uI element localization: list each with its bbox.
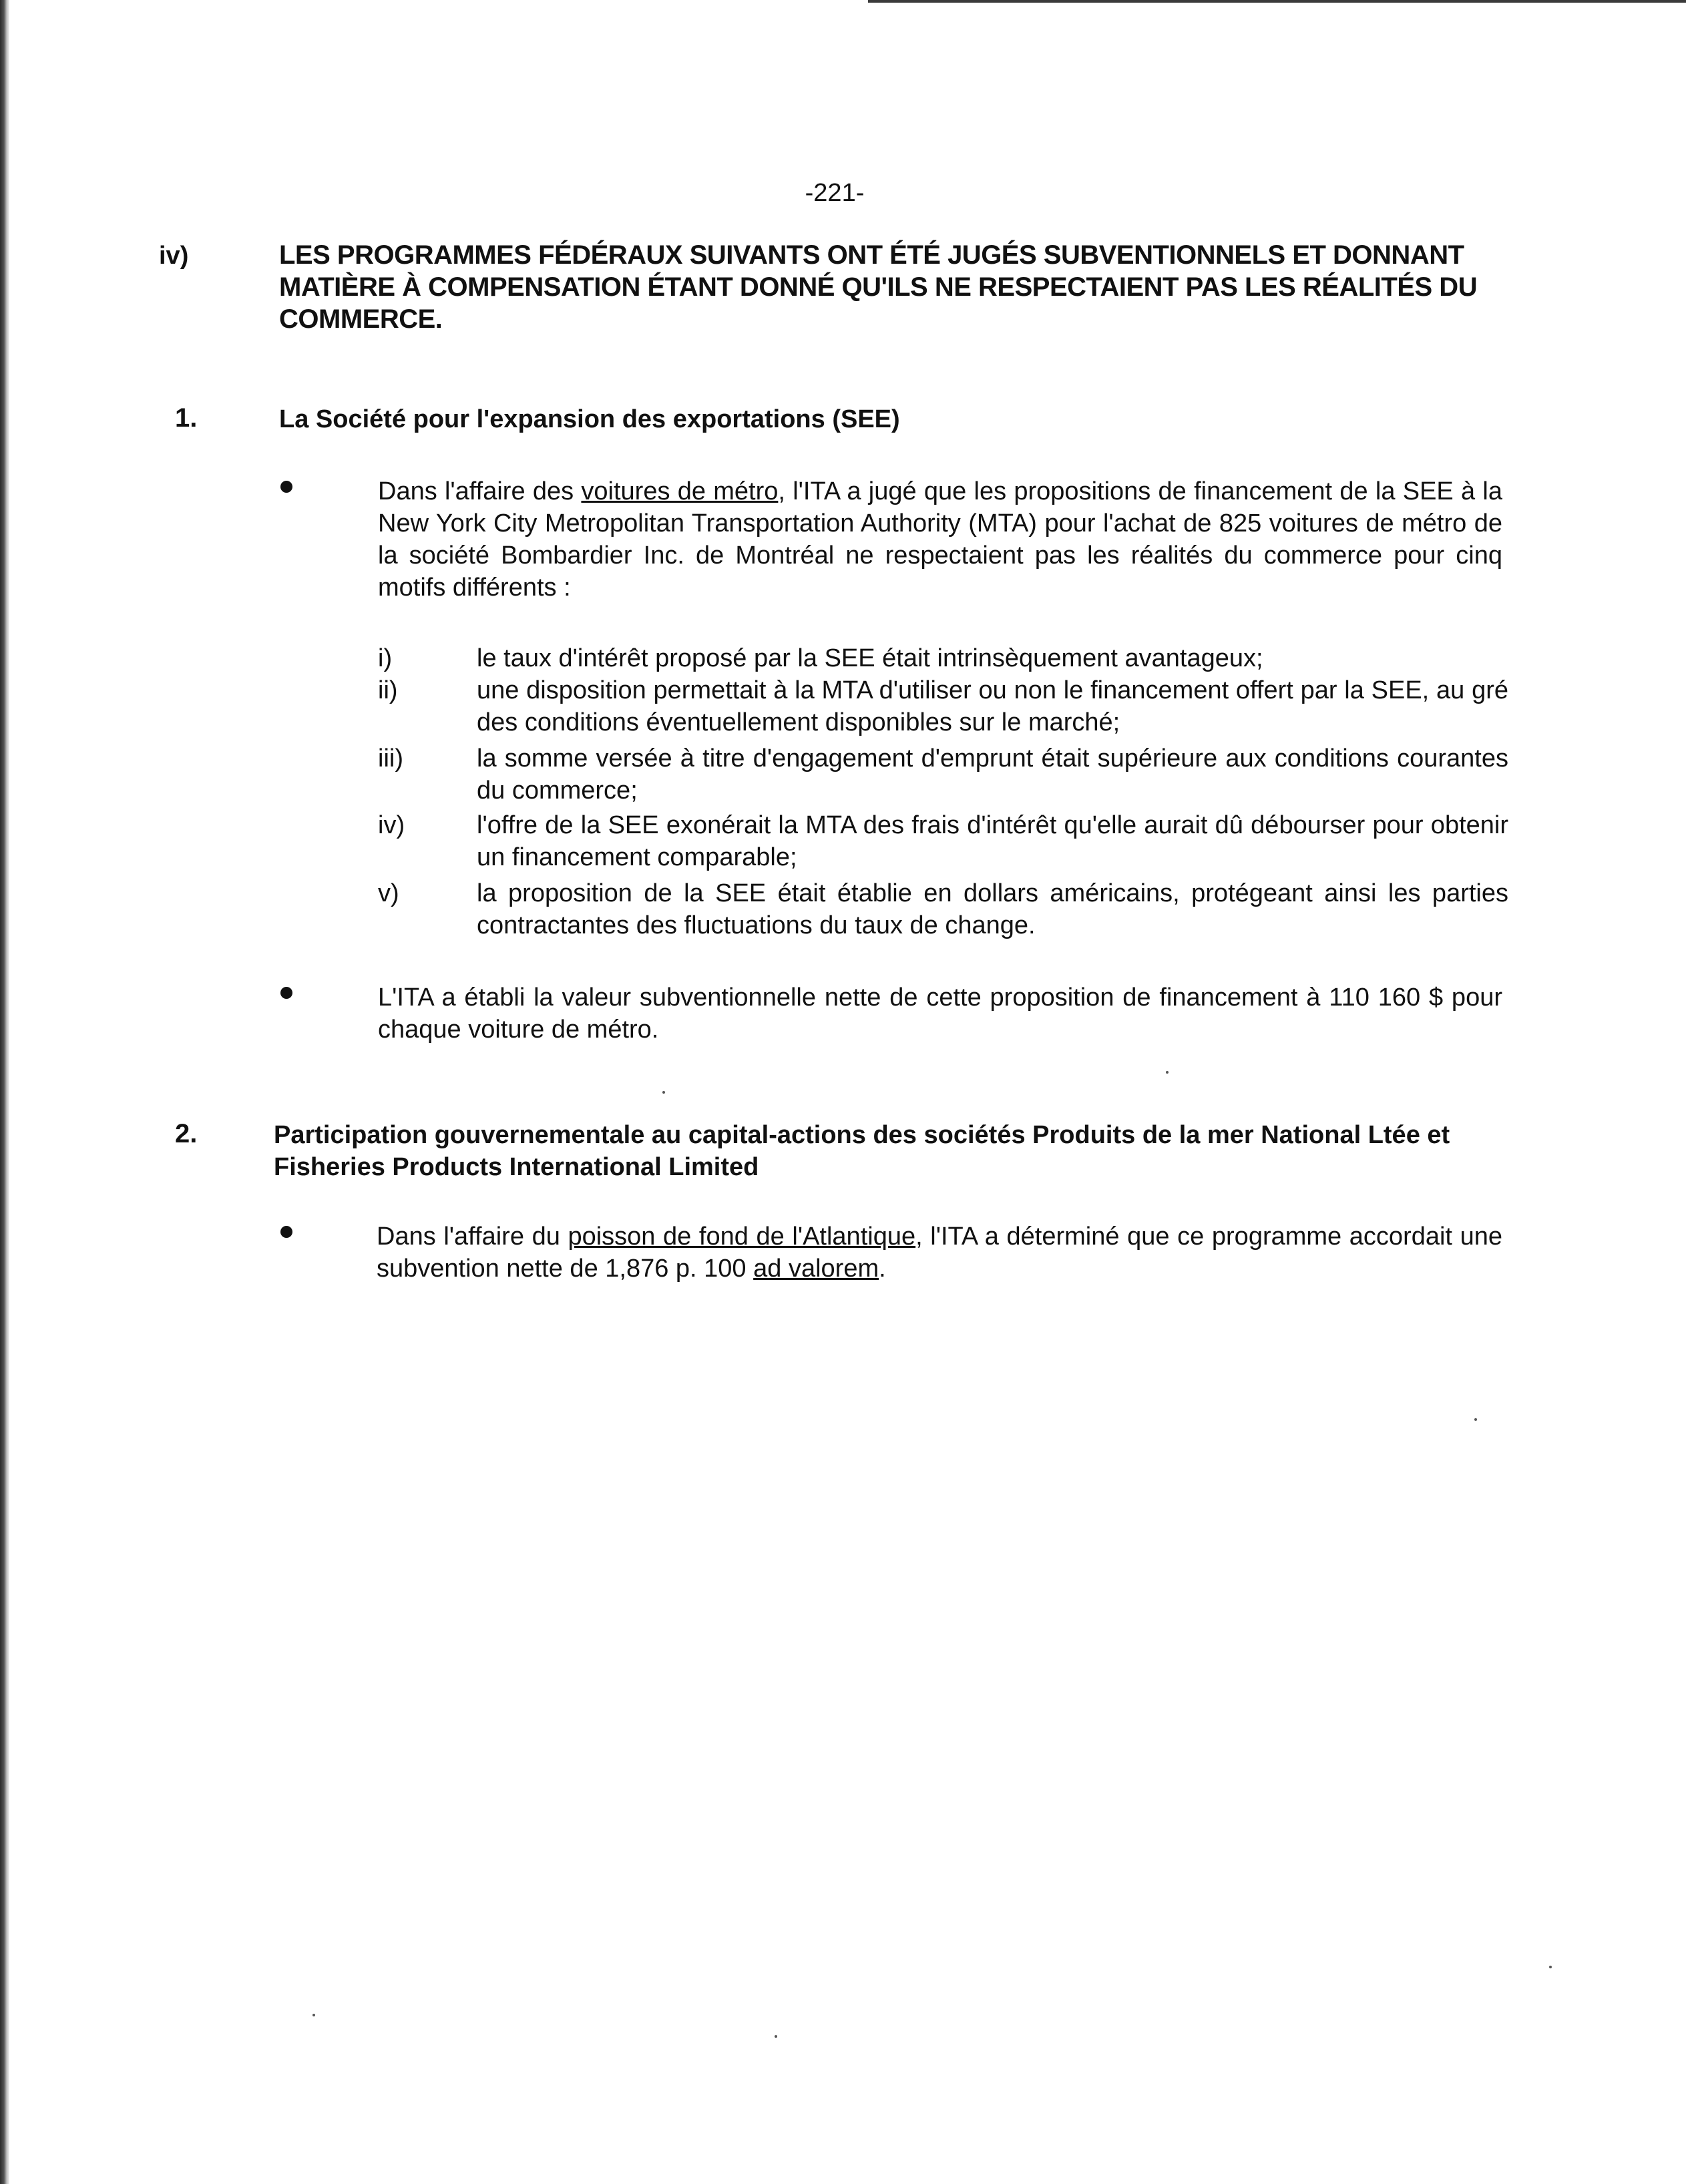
section-1-bullet-2: L'ITA a établi la valeur subventionnelle nette de cette proposition de financement à 110 160 $ pour chaque voiture de métro.	[378, 984, 1502, 1044]
reason-text: la proposition de la SEE était établie en dollars américains, protégeant ainsi les parties contractantes des fluctuations du taux de change.	[477, 879, 1508, 939]
page-number: -221-	[805, 179, 865, 207]
bullet-1-text-pre: Dans l'affaire des	[378, 477, 582, 505]
reason-text: une disposition permettait à la MTA d'utiliser ou non le financement offert par la SEE, au gré des conditions éventuellement disponibles sur le marché;	[477, 676, 1508, 736]
section-2-title: Participation gouvernementale au capital-actions des sociétés Produits de la mer National Ltée et Fisheries Products International Limited	[274, 1121, 1450, 1181]
reason-label: iv)	[378, 811, 405, 839]
section-1-number: 1.	[175, 403, 198, 433]
reason-text: l'offre de la SEE exonérait la MTA des frais d'intérêt qu'elle aurait dû débourser pour obtenir un financement comparable;	[477, 811, 1508, 871]
reason-text: la somme versée à titre d'engagement d'emprunt était supérieure aux conditions courantes du commerce;	[477, 744, 1508, 805]
scan-speck	[1474, 1418, 1477, 1421]
reason-text: le taux d'intérêt proposé par la SEE était intrinsèquement avantageux;	[477, 644, 1263, 672]
bullet-1-underlined: voitures de métro	[581, 477, 779, 505]
scan-speck	[312, 2014, 315, 2016]
scan-left-edge	[0, 0, 9, 2184]
bullet-icon	[280, 481, 292, 493]
heading-text: LES PROGRAMMES FÉDÉRAUX SUIVANTS ONT ÉTÉ JUGÉS SUBVENTIONNELS ET DONNANT MATIÈRE À COMPENSATION ÉTANT DONNÉ QU'ILS NE RESPECTAIENT PAS LES RÉALITÉS DU COMMERCE.	[279, 240, 1478, 334]
reason-label: v)	[378, 879, 399, 907]
bullet-icon	[280, 1226, 292, 1238]
s2-bullet-text-mid: , l'ITA a déterminé que ce programme accordait une subvention nette de 1,876 p. 100	[377, 1223, 1503, 1283]
reason-label: iii)	[378, 744, 403, 773]
section-2-bullet-1	[377, 1221, 1502, 1285]
reason-label: i)	[378, 644, 393, 672]
section-1-bullet-1	[378, 475, 1502, 604]
bullet-1-text-post: , l'ITA a jugé que les propositions de financement de la SEE à la New York City Metropolitan Transportation Authority (MTA) pour l'achat de 825 voitures de métro de la société Bombardier Inc. de Montréal ne respectaient pas les réalités du commerce pour cinq motifs différents :	[378, 477, 1502, 602]
heading-label: iv)	[159, 242, 189, 270]
s2-bullet-underlined-2: ad valorem	[753, 1255, 879, 1283]
scan-speck	[1166, 1071, 1169, 1074]
scan-speck	[775, 2035, 777, 2038]
scan-top-edge	[868, 0, 1686, 3]
scan-speck	[1549, 1966, 1552, 1968]
s2-bullet-text-pre: Dans l'affaire du	[377, 1223, 568, 1251]
scan-speck	[662, 1091, 665, 1094]
section-2-number: 2.	[175, 1119, 198, 1148]
section-1-title: La Société pour l'expansion des exportations (SEE)	[279, 405, 900, 433]
s2-bullet-text-post: .	[879, 1255, 886, 1283]
reason-label: ii)	[378, 676, 398, 704]
s2-bullet-underlined: poisson de fond de l'Atlantique	[568, 1223, 916, 1251]
bullet-icon	[280, 987, 292, 999]
